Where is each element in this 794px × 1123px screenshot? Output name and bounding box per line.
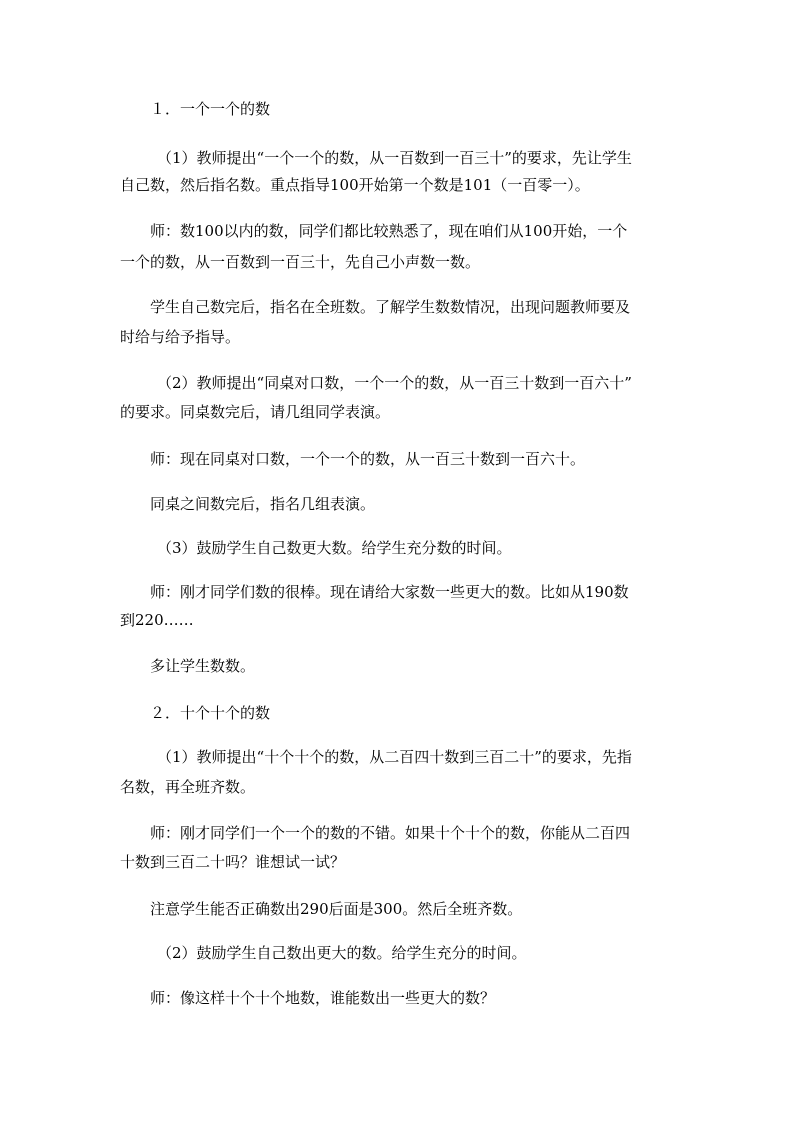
paragraph-line: 十数到三百二十吗？谁想试一试？ [120,853,346,871]
paragraph-line: 师：刚才同学们一个一个的数的不错。如果十个十个的数，你能从二百四 [150,824,631,842]
paragraph-line: 的要求。同桌数完后，请几组同学表演。 [120,403,391,421]
paragraph-line: （1）教师提出“一个一个的数，从一百数到一百三十”的要求，先让学生 [157,149,632,167]
paragraph-line: （2）教师提出“同桌对口数，一个一个的数，从一百三十数到一百六十” [157,374,632,392]
paragraph-line: 学生自己数完后，指名在全班数。了解学生数数情况，出现问题教师要及 [150,298,631,316]
paragraph-line: 时给与给予指导。 [120,328,241,346]
paragraph-line: 到220…… [120,611,194,629]
paragraph-line: （3）鼓励学生自己数更大数。给学生充分数的时间。 [157,539,512,557]
paragraph-line: 师：刚才同学们数的很棒。现在请给大家数一些更大的数。比如从190数 [150,583,629,601]
section-1-heading: １．一个一个的数 [150,100,271,118]
paragraph-line: 师：现在同桌对口数，一个一个的数，从一百三十数到一百六十。 [150,450,586,468]
section-2-heading: ２．十个十个的数 [150,704,271,722]
paragraph-line: 注意学生能否正确数出290后面是300。然后全班齐数。 [150,900,523,918]
paragraph-line: （2）鼓励学生自己数出更大的数。给学生充分的时间。 [157,944,527,962]
paragraph-line: （1）教师提出“十个十个的数，从二百四十数到三百二十”的要求，先指 [157,748,632,766]
paragraph-line: 自己数，然后指名数。重点指导100开始第一个数是101（一百零一）。 [120,176,590,194]
paragraph-line: 师：像这样十个十个地数，谁能数出一些更大的数？ [150,989,496,1007]
paragraph-line: 多让学生数数。 [150,657,256,675]
paragraph-line: 同桌之间数完后，指名几组表演。 [150,495,376,513]
paragraph-line: 名数，再全班齐数。 [120,778,256,796]
paragraph-line: 师：数100以内的数，同学们都比较熟悉了，现在咱们从100开始，一个 [150,222,628,240]
paragraph-line: 一个的数，从一百数到一百三十，先自己小声数一数。 [120,253,481,271]
